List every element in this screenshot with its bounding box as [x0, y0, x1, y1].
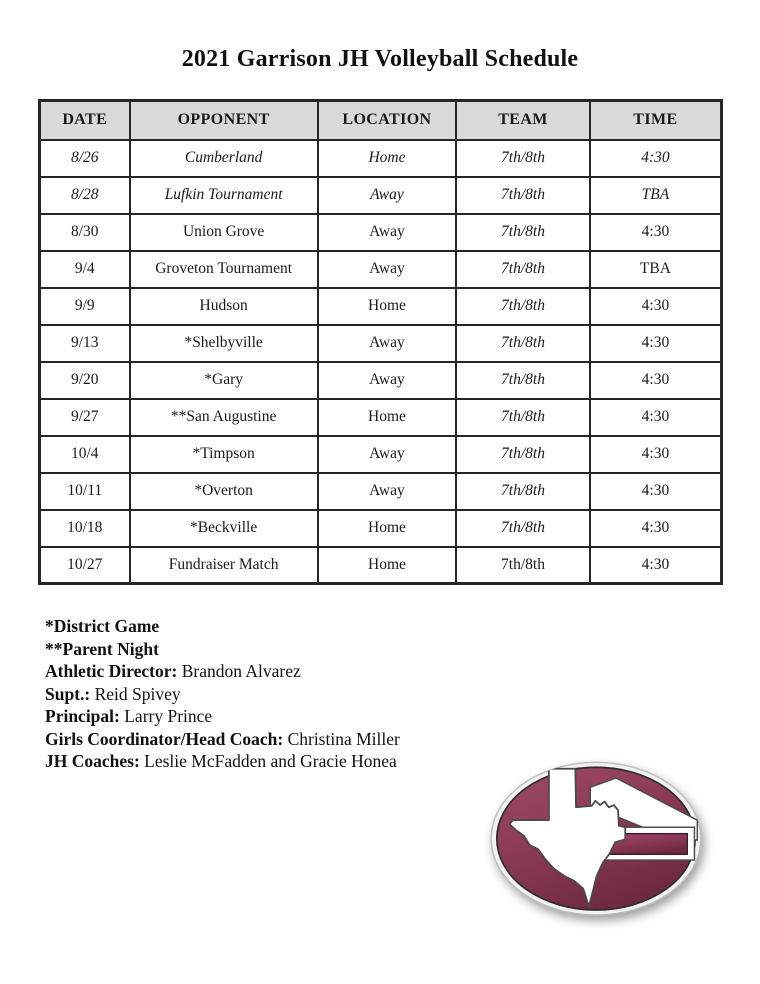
location-cell: Home: [318, 547, 456, 584]
note-line: [45, 615, 760, 637]
date-cell: 9/9: [40, 288, 130, 325]
date-cell: 9/20: [40, 362, 130, 399]
team-cell: 7th/8th: [456, 325, 590, 362]
opponent-cell: *Timpson: [130, 436, 318, 473]
location-cell: Away: [318, 436, 456, 473]
notes-block: [45, 615, 760, 772]
date-cell: 8/26: [40, 140, 130, 177]
note-value: Larry Prince: [119, 706, 213, 726]
team-cell: 7th/8th: [456, 473, 590, 510]
date-cell: 8/30: [40, 214, 130, 251]
location-cell: Home: [318, 510, 456, 547]
team-cell: 7th/8th: [456, 436, 590, 473]
opponent-cell: Hudson: [130, 288, 318, 325]
opponent-cell: *Gary: [130, 362, 318, 399]
schedule-table-body: [40, 140, 722, 584]
note-line: [45, 728, 760, 750]
note-line: [45, 638, 760, 660]
date-cell: 10/4: [40, 436, 130, 473]
note-value: Reid Spivey: [90, 683, 181, 704]
date-cell: 9/4: [40, 251, 130, 288]
time-cell: 4:30: [590, 547, 722, 584]
note-label: Principal:: [45, 706, 120, 726]
team-cell: 7th/8th: [456, 251, 590, 288]
opponent-cell: Groveton Tournament: [130, 251, 318, 288]
location-cell: Away: [318, 177, 456, 214]
team-cell: 7th/8th: [456, 547, 590, 584]
date-cell: 10/18: [40, 510, 130, 547]
note-label: Athletic Director:: [45, 661, 178, 681]
location-cell: Away: [318, 325, 456, 362]
time-cell: 4:30: [590, 325, 722, 362]
column-header-time: TIME: [590, 101, 722, 140]
opponent-cell: *Beckville: [130, 510, 318, 547]
schedule-row: [40, 288, 722, 325]
location-cell: Away: [318, 251, 456, 288]
schedule-row: [40, 473, 722, 510]
note-value: Leslie McFadden and Gracie Honea: [139, 751, 397, 771]
location-cell: Away: [318, 473, 456, 510]
garrison-g-texas-logo-svg: [489, 756, 703, 922]
school-logo: [489, 756, 703, 922]
schedule-row: [40, 251, 722, 288]
schedule-row: [40, 177, 722, 214]
time-cell: 4:30: [590, 288, 722, 325]
note-label: **Parent Night: [45, 638, 159, 659]
opponent-cell: Union Grove: [130, 214, 318, 251]
note-label: JH Coaches:: [45, 751, 140, 771]
opponent-cell: Fundraiser Match: [130, 547, 318, 584]
schedule-table-header: [40, 101, 722, 140]
schedule-table: [38, 99, 723, 585]
location-cell: Home: [318, 399, 456, 436]
date-cell: 9/13: [40, 325, 130, 362]
schedule-row: [40, 547, 722, 584]
date-cell: 9/27: [40, 399, 130, 436]
location-cell: Home: [318, 140, 456, 177]
page-title: 2021 Garrison JH Volleyball Schedule: [181, 46, 579, 72]
team-cell: 7th/8th: [456, 510, 590, 547]
column-header-opponent: OPPONENT: [130, 101, 318, 140]
time-cell: TBA: [590, 177, 722, 214]
team-cell: 7th/8th: [456, 399, 590, 436]
schedule-row: [40, 362, 722, 399]
note-value: Christina Miller: [283, 728, 400, 749]
date-cell: 10/27: [40, 547, 130, 584]
schedule-row: [40, 140, 722, 177]
opponent-cell: Lufkin Tournament: [130, 177, 318, 214]
time-cell: TBA: [590, 251, 722, 288]
note-value: Brandon Alvarez: [177, 661, 301, 681]
team-cell: 7th/8th: [456, 362, 590, 399]
team-cell: 7th/8th: [456, 177, 590, 214]
time-cell: 4:30: [590, 362, 722, 399]
opponent-cell: *Overton: [130, 473, 318, 510]
time-cell: 4:30: [590, 473, 722, 510]
time-cell: 4:30: [590, 214, 722, 251]
schedule-row: [40, 436, 722, 473]
note-label: Supt.:: [45, 683, 91, 704]
column-header-date: DATE: [40, 101, 130, 140]
time-cell: 4:30: [590, 510, 722, 547]
opponent-cell: *Shelbyville: [130, 325, 318, 362]
note-line: [45, 705, 760, 727]
opponent-cell: **San Augustine: [130, 399, 318, 436]
note-line: [45, 683, 760, 705]
location-cell: Home: [318, 288, 456, 325]
location-cell: Away: [318, 362, 456, 399]
note-label: *District Game: [45, 616, 160, 636]
team-cell: 7th/8th: [456, 140, 590, 177]
schedule-row: [40, 214, 722, 251]
column-header-team: TEAM: [456, 101, 590, 140]
schedule-row: [40, 510, 722, 547]
header-row: [40, 101, 722, 140]
schedule-row: [40, 325, 722, 362]
opponent-cell: Cumberland: [130, 140, 318, 177]
note-label: Girls Coordinator/Head Coach:: [45, 728, 284, 749]
date-cell: 8/28: [40, 177, 130, 214]
schedule-row: [40, 399, 722, 436]
location-cell: Away: [318, 214, 456, 251]
time-cell: 4:30: [590, 436, 722, 473]
team-cell: 7th/8th: [456, 214, 590, 251]
note-line: [45, 660, 760, 682]
date-cell: 10/11: [40, 473, 130, 510]
time-cell: 4:30: [590, 140, 722, 177]
team-cell: 7th/8th: [456, 288, 590, 325]
column-header-location: LOCATION: [318, 101, 456, 140]
time-cell: 4:30: [590, 399, 722, 436]
